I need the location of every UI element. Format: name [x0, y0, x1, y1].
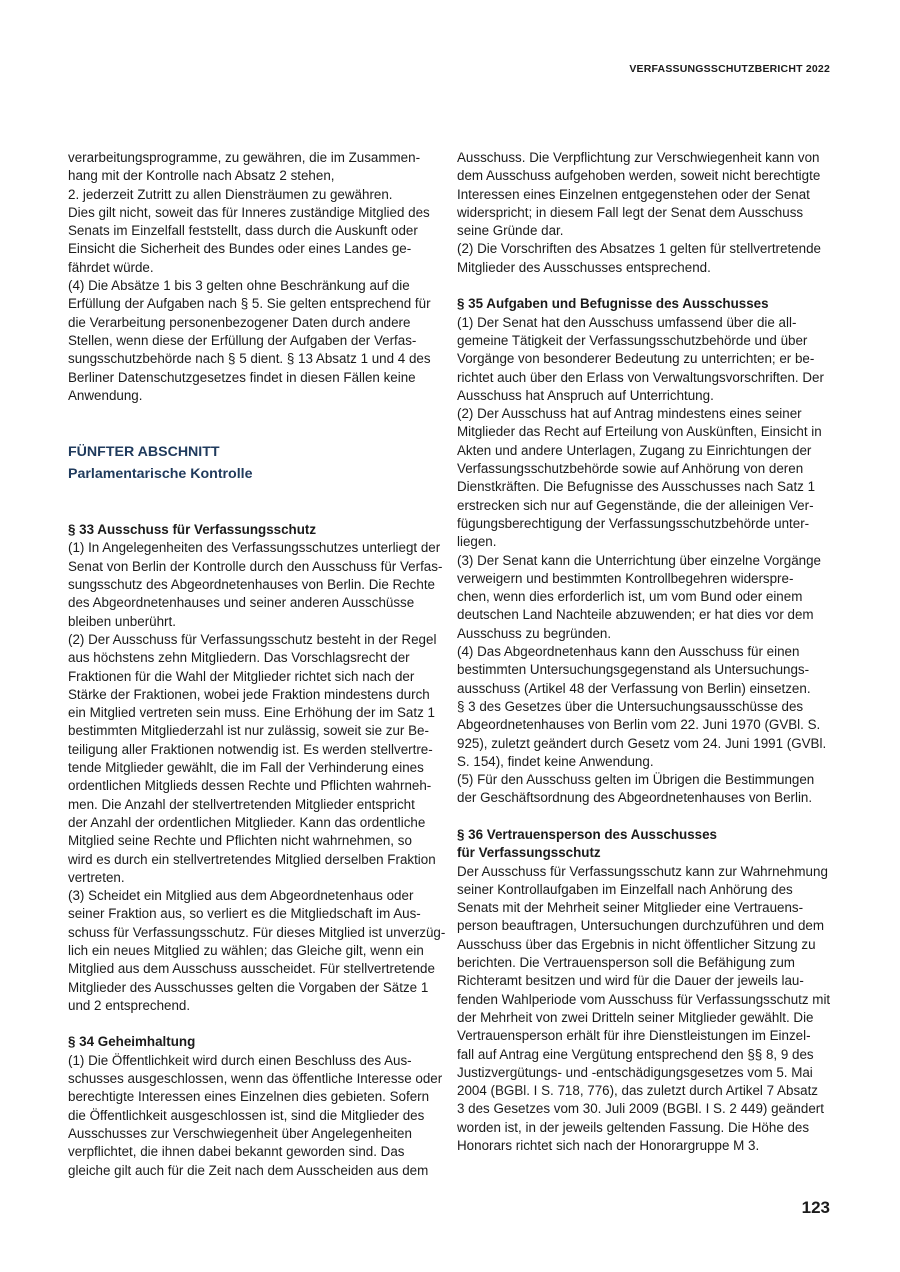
text-line: Stellen, wenn diese der Erfüllung der Aufgaben der Verfas-	[68, 332, 417, 348]
text-line: dem Ausschuss aufgehoben werden, soweit nicht berechtigte	[457, 168, 821, 184]
paragraph-34-continuation	[457, 149, 829, 277]
text-line: bestimmten Mitgliederzahl ist nur zulässig, soweit sie zur Be-	[68, 723, 429, 739]
spacer	[68, 405, 440, 441]
spacer	[457, 277, 829, 295]
text-line: tende Mitglieder gewählt, die im Fall der Verhinderung eines	[68, 760, 424, 776]
text-line: teiligung aller Fraktionen notwendig ist. Es werden stellvertre-	[68, 741, 433, 757]
running-header: VERFASSUNGSSCHUTZBERICHT 2022	[629, 63, 830, 75]
text-line: widerspricht; in diesem Fall legt der Senat dem Ausschuss	[457, 204, 804, 220]
text-line: Vertrauensperson erhält für ihre Dienstleistungen im Einzel-	[457, 1028, 811, 1044]
text-line: (3) Der Senat kann die Unterrichtung über einzelne Vorgänge	[457, 552, 822, 568]
text-line: richtet auch über den Erlass von Verwaltungsvorschriften. Der	[457, 369, 824, 385]
text-line: 3 des Gesetzes vom 30. Juli 2009 (BGBl. I S. 2 449) geändert	[457, 1101, 824, 1117]
text-line: Der Ausschuss für Verfassungsschutz kann zur Wahrnehmung	[457, 863, 828, 879]
text-line: Ausschuss zu begründen.	[457, 625, 612, 641]
text-line: sungsschutzbehörde nach § 5 dient. § 13 Absatz 1 und 4 des	[68, 351, 431, 367]
text-line: ein Mitglied vertreten sein muss. Eine Erhöhung der im Satz 1	[68, 705, 435, 721]
text-line: Erfüllung der Aufgaben nach § 5. Sie gelten entsprechend für	[68, 296, 431, 312]
text-line: Abgeordnetenhauses von Berlin vom 22. Juni 1970 (GVBl. S.	[457, 717, 821, 733]
text-line: (2) Die Vorschriften des Absatzes 1 gelten für stellvertretende	[457, 241, 821, 257]
text-line: men. Die Anzahl der stellvertretenden Mitglieder entspricht	[68, 796, 415, 812]
text-line: § 36 Vertrauensperson des Ausschusses	[457, 826, 718, 842]
text-line: 2004 (BGBl. I S. 718, 776), das zuletzt durch Artikel 7 Absatz	[457, 1083, 818, 1099]
text-line: fenden Wahlperiode vom Ausschuss für Verfassungsschutz mit	[457, 991, 831, 1007]
text-line: (5) Für den Ausschuss gelten im Übrigen die Bestimmungen	[457, 772, 815, 788]
text-line: lich ein neues Mitglied zu wählen; das Gleiche gilt, wenn ein	[68, 942, 424, 958]
text-line: Ausschusses zur Verschwiegenheit über Angelegenheiten	[68, 1125, 412, 1141]
text-line: (2) Der Ausschuss für Verfassungsschutz besteht in der Regel	[68, 631, 437, 647]
text-line: erstrecken sich nur auf Gegenstände, die der alleinigen Ver-	[457, 497, 814, 513]
text-line: (4) Das Abgeordnetenhaus kann den Ausschuss für einen	[457, 644, 800, 660]
text-line: Stärke der Fraktionen, wobei jede Fraktion mindestens durch	[68, 686, 430, 702]
spacer	[68, 485, 440, 521]
text-line: Ausschuss hat Anspruch auf Unterrichtung.	[457, 387, 714, 403]
text-line: (4) Die Absätze 1 bis 3 gelten ohne Beschränkung auf die	[68, 278, 410, 294]
text-line: Dies gilt nicht, soweit das für Inneres zuständige Mitglied des	[68, 204, 430, 220]
text-line: Mitglieder des Ausschusses entsprechend.	[457, 259, 711, 275]
text-line: chen, wenn dies erforderlich ist, um vom Bund oder einem	[457, 589, 803, 605]
text-line: Senat von Berlin der Kontrolle durch den Ausschuss für Verfas-	[68, 558, 443, 574]
text-line: verpflichtet, die ihnen dabei bekannt geworden sind. Das	[68, 1144, 405, 1160]
text-line: seiner Kontrollaufgaben im Einzelfall nach Anhörung des	[457, 881, 793, 897]
text-line: Mitglieder das Recht auf Erteilung von Auskünften, Einsicht in	[457, 424, 822, 440]
text-line: bleiben unberührt.	[68, 613, 176, 629]
text-line: Senats mit der Mehrheit seiner Mitglieder eine Vertrauens-	[457, 900, 804, 916]
text-line: Mitglied seine Rechte und Pflichten nicht wahrnehmen, so	[68, 833, 412, 849]
spacer	[457, 808, 829, 826]
text-line: fährdet würde.	[68, 259, 154, 275]
paragraph-35-text	[457, 314, 829, 808]
paragraph-36-heading	[457, 826, 829, 863]
text-line: Senats im Einzelfall feststellt, dass durch die Auskunft oder	[68, 223, 418, 239]
text-line: Vorgänge von besonderer Bedeutung zu unterrichten; er be-	[457, 351, 815, 367]
spacer	[68, 1015, 440, 1033]
text-line: (1) Der Senat hat den Ausschuss umfassend über die all-	[457, 314, 797, 330]
text-line: verweigern und bestimmten Kontrollbegehren widerspre-	[457, 570, 794, 586]
text-line: Interessen eines Einzelnen entgegenstehen oder der Senat	[457, 186, 810, 202]
text-line: Ausschuss über das Ergebnis in nicht öffentlicher Sitzung zu	[457, 936, 816, 952]
text-line: Akten und andere Unterlagen, Zugang zu Einrichtungen der	[457, 442, 812, 458]
text-line: schusses ausgeschlossen, wenn das öffentliche Interesse oder	[68, 1071, 443, 1087]
text-line: vertreten.	[68, 869, 125, 885]
text-line: (1) Die Öffentlichkeit wird durch einen Beschluss des Aus-	[68, 1052, 412, 1068]
text-line: Einsicht die Sicherheit des Bundes oder eines Landes ge-	[68, 241, 412, 257]
text-line: (1) In Angelegenheiten des Verfassungsschutzes unterliegt der	[68, 540, 441, 556]
intro-text	[68, 149, 440, 405]
text-line: Anwendung.	[68, 387, 143, 403]
text-line: worden ist, in der jeweils geltenden Fassung. Die Höhe des	[457, 1119, 810, 1135]
text-line: § 3 des Gesetzes über die Untersuchungsausschüsse des	[457, 698, 804, 714]
text-line: für Verfassungsschutz	[457, 845, 601, 861]
text-line: sungsschutz des Abgeordnetenhauses von Berlin. Die Rechte	[68, 577, 435, 593]
text-line: deutschen Land Nachteile abzuwenden; er hat dies vor dem	[457, 607, 814, 623]
paragraph-35-heading: § 35 Aufgaben und Befugnisse des Ausschusses	[457, 296, 769, 312]
text-line: aus höchstens zehn Mitgliedern. Das Vorschlagsrecht der	[68, 650, 410, 666]
text-line: Ausschuss. Die Verpflichtung zur Verschwiegenheit kann von	[457, 150, 820, 165]
text-line: 925), zuletzt geändert durch Gesetz vom 24. Juni 1991 (GVBl.	[457, 735, 827, 751]
text-line: hang mit der Kontrolle nach Absatz 2 stehen,	[68, 168, 335, 184]
text-line: Fraktionen für die Wahl der Mitglieder richtet sich nach der	[68, 668, 415, 684]
text-line: ausschuss (Artikel 48 der Verfassung von Berlin) einsetzen.	[457, 680, 811, 696]
text-line: Honorars richtet sich nach der Honorargruppe M 3.	[457, 1138, 760, 1154]
paragraph-33-heading: § 33 Ausschuss für Verfassungsschutz	[68, 522, 317, 538]
text-line: S. 154), findet keine Anwendung.	[457, 753, 654, 769]
text-line: ordentlichen Mitglieds dessen Rechte und Pflichten wahrneh-	[68, 778, 432, 794]
paragraph-34-heading: § 34 Geheimhaltung	[68, 1034, 196, 1050]
text-line: wird es durch ein stellvertretendes Mitglied derselben Fraktion	[68, 851, 436, 867]
page-number: 123	[801, 1198, 830, 1217]
text-line: (2) Der Ausschuss hat auf Antrag mindestens eines seiner	[457, 406, 802, 422]
text-line: Justizvergütungs- und -entschädigungsgesetzes vom 5. Mai	[457, 1064, 813, 1080]
text-line: seiner Fraktion aus, so verliert es die Mitgliedschaft im Aus-	[68, 906, 421, 922]
text-line: fügungsberechtigung der Verfassungsschutzbehörde unter-	[457, 515, 810, 531]
left-column	[68, 149, 446, 1180]
text-line: gleiche gilt auch für die Zeit nach dem Ausscheiden aus dem	[68, 1162, 429, 1178]
text-line: des Abgeordnetenhauses und seiner anderen Ausschüsse	[68, 595, 415, 611]
text-line: (3) Scheidet ein Mitglied aus dem Abgeordnetenhaus oder	[68, 888, 414, 904]
text-line: Mitglied aus dem Ausschuss ausscheidet. Für stellvertretende	[68, 961, 435, 977]
text-line: Richteramt besitzen und wird für die Dauer der jeweils lau-	[457, 973, 804, 989]
text-line: bestimmten Untersuchungsgegenstand als Untersuchungs-	[457, 662, 810, 678]
text-line: Berliner Datenschutzgesetzes findet in diesen Fällen keine	[68, 369, 416, 385]
text-line: Dienstkräften. Die Befugnisse des Ausschusses nach Satz 1	[457, 479, 816, 495]
text-line: berichten. Die Vertrauensperson soll die Befähigung zum	[457, 955, 795, 971]
paragraph-33-text	[68, 539, 446, 1015]
text-line: 2. jederzeit Zutritt zu allen Diensträumen zu gewähren.	[68, 186, 393, 202]
paragraph-36-text	[457, 863, 829, 1156]
text-line: Mitglieder des Ausschusses gelten die Vorgaben der Sätze 1	[68, 979, 429, 995]
text-line: gemeine Tätigkeit der Verfassungsschutzbehörde und über	[457, 332, 808, 348]
right-column	[457, 149, 829, 1155]
text-line: der Geschäftsordnung des Abgeordnetenhauses von Berlin.	[457, 790, 813, 806]
text-line: die Verarbeitung personenbezogener Daten durch andere	[68, 314, 411, 330]
text-line: berechtigte Interessen eines Einzelnen dies gebieten. Sofern	[68, 1089, 430, 1105]
section-heading: FÜNFTER ABSCHNITT	[68, 444, 220, 461]
text-line: der Mehrheit von zwei Dritteln seiner Mitglieder gewählt. Die	[457, 1009, 814, 1025]
text-line: schuss für Verfassungsschutz. Für dieses Mitglied ist unverzüg-	[68, 924, 446, 940]
text-line: fall auf Antrag eine Vergütung entsprechend den §§ 8, 9 des	[457, 1046, 814, 1062]
text-line: liegen.	[457, 534, 497, 550]
text-line: Verfassungsschutzbehörde sowie auf Anhörung von deren	[457, 461, 804, 477]
text-line: der Anzahl der ordentlichen Mitglieder. Kann das ordentliche	[68, 814, 426, 830]
text-line: seine Gründe dar.	[457, 223, 564, 239]
text-line: verarbeitungsprogramme, zu gewähren, die im Zusammen-	[68, 150, 421, 165]
text-line: und 2 entsprechend.	[68, 997, 191, 1013]
text-line: die Öffentlichkeit ausgeschlossen ist, sind die Mitglieder des	[68, 1107, 425, 1123]
paragraph-34-text	[68, 1052, 443, 1180]
section-subheading: Parlamentarische Kontrolle	[68, 466, 253, 483]
text-line: person beauftragen, Untersuchungen durchzuführen und dem	[457, 918, 825, 934]
